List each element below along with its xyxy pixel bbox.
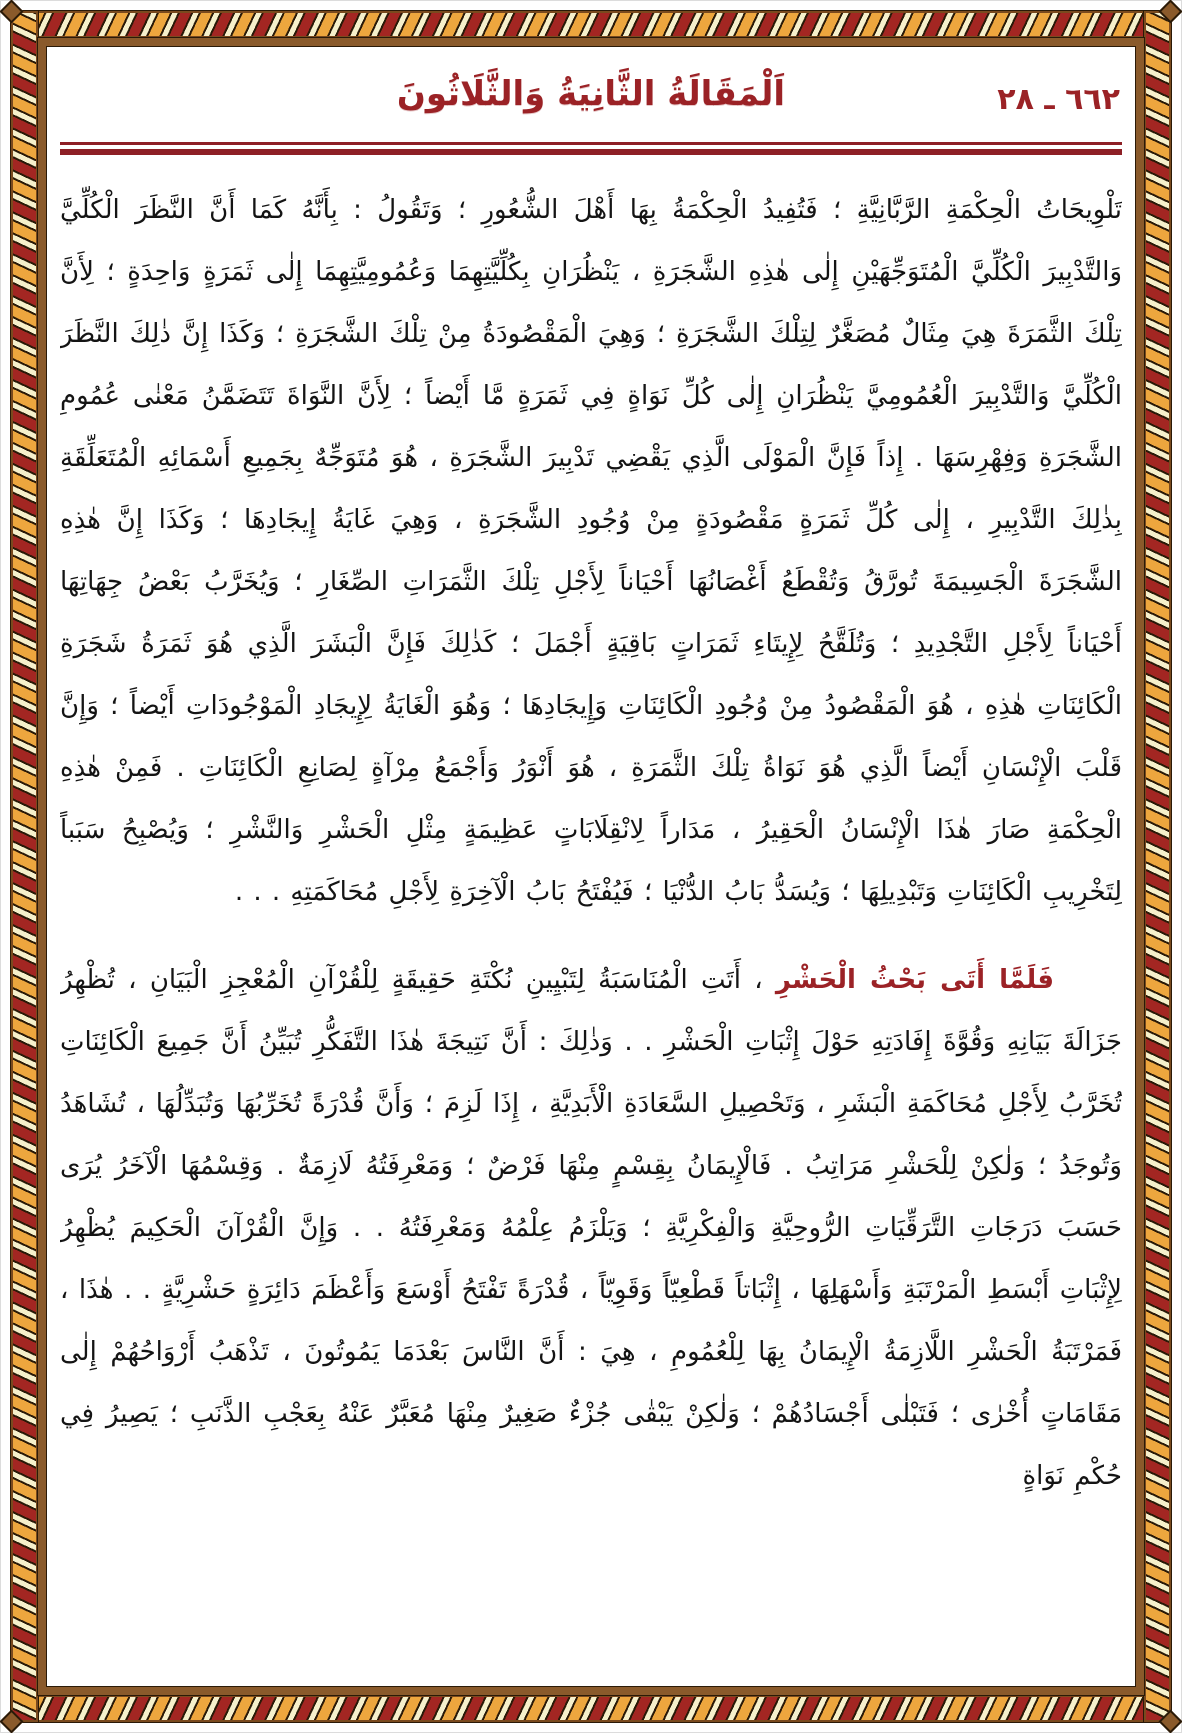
page-header — [60, 54, 1122, 142]
paragraph-1-text: تَلْوِيحَاتُ الْحِكْمَةِ الرَّبَّانِيَّةِ ؛ فَتُفِيدُ الْحِكْمَةُ بِهَا أَهْلَ الشُّعُورِ ؛ وَتَقُولُ : بِأَنَّهُ كَمَا أَنَّ النَّظَرَ الْكُلِّيَّ وَالتَّدْبِيرَ الْكُلِّيَّ الْمُتَوَجِّهَيْنِ إِلٰى هٰذِهِ الشَّجَرَةِ ، يَنْظُرَانِ بِكُلِّيَّتِهِمَا وَعُمُومِيَّتِهِمَا إِلٰى ثَمَرَةٍ وَاحِدَةٍ ؛ لِأَنَّ تِلْكَ الثَّمَرَةَ هِيَ مِثَالٌ مُصَغَّرٌ لِتِلْكَ الشَّجَرَةِ ؛ وَهِيَ الْمَقْصُودَةُ مِنْ تِلْكَ الشَّجَرَةِ ؛ وَكَذَا إِنَّ ذٰلِكَ النَّظَرَ الْكُلِّيَّ وَالتَّدْبِيرَ الْعُمُومِيَّ يَنْظُرَانِ إِلٰى كُلِّ نَوَاةٍ فِي ثَمَرَةٍ مَّا أَيْضاً ؛ لِأَنَّ النَّوَاةَ تَتَضَمَّنُ مَعْنٰى عُمُومِ الشَّجَرَةِ وَفِهْرِسَهَا . إِذاً فَإِنَّ الْمَوْلَى الَّذِي يَقْضِي تَدْبِيرَ الشَّجَرَةِ ، هُوَ مُتَوَجِّهٌ بِجَمِيعِ أَسْمَائِهِ الْمُتَعَلِّقَةِ بِذٰلِكَ التَّدْبِيرِ ، إِلٰى كُلِّ ثَمَرَةٍ مَقْصُودَةٍ مِنْ وُجُودِ الشَّجَرَةِ ، وَهِيَ غَايَةُ إِيجَادِهَا ؛ وَكَذَا إِنَّ هٰذِهِ الشَّجَرَةَ الْجَسِيمَةَ تُورَّقُ وَتُقْطَعُ أَغْصَانُهَا أَحْيَاناً لِأَجْلِ تِلْكَ الثَّمَرَاتِ الصِّغَارِ ؛ وَيُخَرَّبُ بَعْضُ جِهَاتِهَا أَحْيَاناً لِأَجْلِ التَّجْدِيدِ ؛ وَتُلَقَّحُ لِإِيتَاءِ ثَمَرَاتٍ بَاقِيَةٍ أَجْمَلَ ؛ كَذٰلِكَ فَإِنَّ الْبَشَرَ الَّذِي هُوَ ثَمَرَةُ شَجَرَةِ الْكَائِنَاتِ هٰذِهِ ، هُوَ الْمَقْصُودُ مِنْ وُجُودِ الْكَائِنَاتِ وَإِيجَادِهَا ؛ وَهُوَ الْغَايَةُ لِإِيجَادِ الْمَوْجُودَاتِ أَيْضاً ؛ وَإِنَّ قَلْبَ الْإِنْسَانِ أَيْضاً الَّذِي هُوَ نَوَاةُ تِلْكَ الثَّمَرَةِ ، هُوَ أَنْوَرُ وَأَجْمَعُ مِرْآةٍ لِصَانِعِ الْكَائِنَاتِ . فَمِنْ هٰذِهِ الْحِكْمَةِ صَارَ هٰذَا الْإِنْسَانُ الْحَقِيرُ ، مَدَاراً لِانْقِلَابَاتٍ عَظِيمَةٍ مِثْلِ الْحَشْرِ وَالنَّشْرِ ؛ وَيُصْبِحُ سَبَباً لِتَخْرِيبِ الْكَائِنَاتِ وَتَبْدِيلِهَا ؛ وَيُسَدُّ بَابُ الدُّنْيَا ؛ فَيُفْتَحُ بَابُ الْآخِرَةِ لِأَجْلِ مُحَاكَمَتِهِ . . . — [60, 195, 1122, 907]
paragraph-2-lead-red: فَلَمَّا أَتَى بَحْثُ الْحَشْرِ — [775, 965, 1054, 995]
body-paragraph-2 — [60, 949, 1122, 1507]
body-text — [60, 179, 1122, 1507]
page-title: اَلْمَقَالَةُ الثَّانِيَةُ وَالثَّلَاثُونَ — [396, 74, 786, 114]
border-strip-right — [1144, 11, 1171, 1722]
corner-finial-icon — [0, 0, 24, 24]
header-rule — [60, 142, 1122, 155]
page-content — [60, 54, 1122, 1683]
corner-finial-icon — [1158, 1709, 1182, 1733]
page-number: ٦٦٢ ـ ٢٨ — [997, 82, 1120, 117]
paragraph-2-text: ، أَتَتِ الْمُنَاسَبَةُ لِتَبْيِينِ نُكْتَةِ حَقِيقَةٍ لِلْقُرْآنِ الْمُعْجِزِ الْبَيَانِ ، تُظْهِرُ جَزَالَةَ بَيَانِهِ وَقُوَّةَ إِفَادَتِهِ حَوْلَ إِثْبَاتِ الْحَشْرِ . . وَذٰلِكَ : أَنَّ نَتِيجَةَ هٰذَا التَّفَكُّرِ تُبَيِّنُ أَنَّ جَمِيعَ الْكَائِنَاتِ تُخَرَّبُ لِأَجْلِ مُحَاكَمَةِ الْبَشَرِ ، وَتَحْصِيلِ السَّعَادَةِ الْأَبَدِيَّةِ ، إِذَا لَزِمَ ؛ وَأَنَّ قُدْرَةً تُخَرِّبُهَا وَتُبَدِّلُهَا ، تُشَاهَدُ وَتُوجَدُ ؛ وَلٰكِنْ لِلْحَشْرِ مَرَاتِبُ . فَالْإِيمَانُ بِقِسْمٍ مِنْهَا فَرْضٌ ؛ وَمَعْرِفَتُهُ لَازِمَةٌ . وَقِسْمُهَا الْآخَرُ يُرَى حَسَبَ دَرَجَاتِ التَّرَقِّيَاتِ الرُّوحِيَّةِ وَالْفِكْرِيَّةِ ؛ وَيَلْزَمُ عِلْمُهُ وَمَعْرِفَتُهُ . . وَإِنَّ الْقُرْآنَ الْحَكِيمَ يُظْهِرُ لِإِثْبَاتِ أَبْسَطِ الْمَرْتَبَةِ وَأَسْهَلِهَا ، إِثْبَاتاً قَطْعِيّاً وَقَوِيّاً ، قُدْرَةً تَفْتَحُ أَوْسَعَ وَأَعْظَمَ دَائِرَةٍ حَشْرِيَّةٍ . . هٰذَا ، فَمَرْتَبَةُ الْحَشْرِ اللَّازِمَةُ الْإِيمَانُ بِهَا لِلْعُمُومِ ، هِيَ : أَنَّ النَّاسَ بَعْدَمَا يَمُوتُونَ ، تَذْهَبُ أَرْوَاحُهُمْ إِلٰى مَقَامَاتٍ أُخْرٰى ؛ فَتَبْلٰى أَجْسَادُهُمْ ؛ وَلٰكِنْ يَبْقٰى جُزْءٌ صَغِيرٌ مِنْهَا مُعَبَّرٌ عَنْهُ بِعَجْبِ الذَّنَبِ ؛ يَصِيرُ فِي حُكْمِ نَوَاةٍ — [60, 965, 1122, 1491]
corner-finial-icon — [0, 1709, 24, 1733]
body-paragraph-1 — [60, 179, 1122, 923]
border-strip-left — [11, 11, 38, 1722]
border-strip-top — [11, 11, 1171, 38]
corner-finial-icon — [1158, 0, 1182, 24]
border-strip-bottom — [11, 1695, 1171, 1722]
